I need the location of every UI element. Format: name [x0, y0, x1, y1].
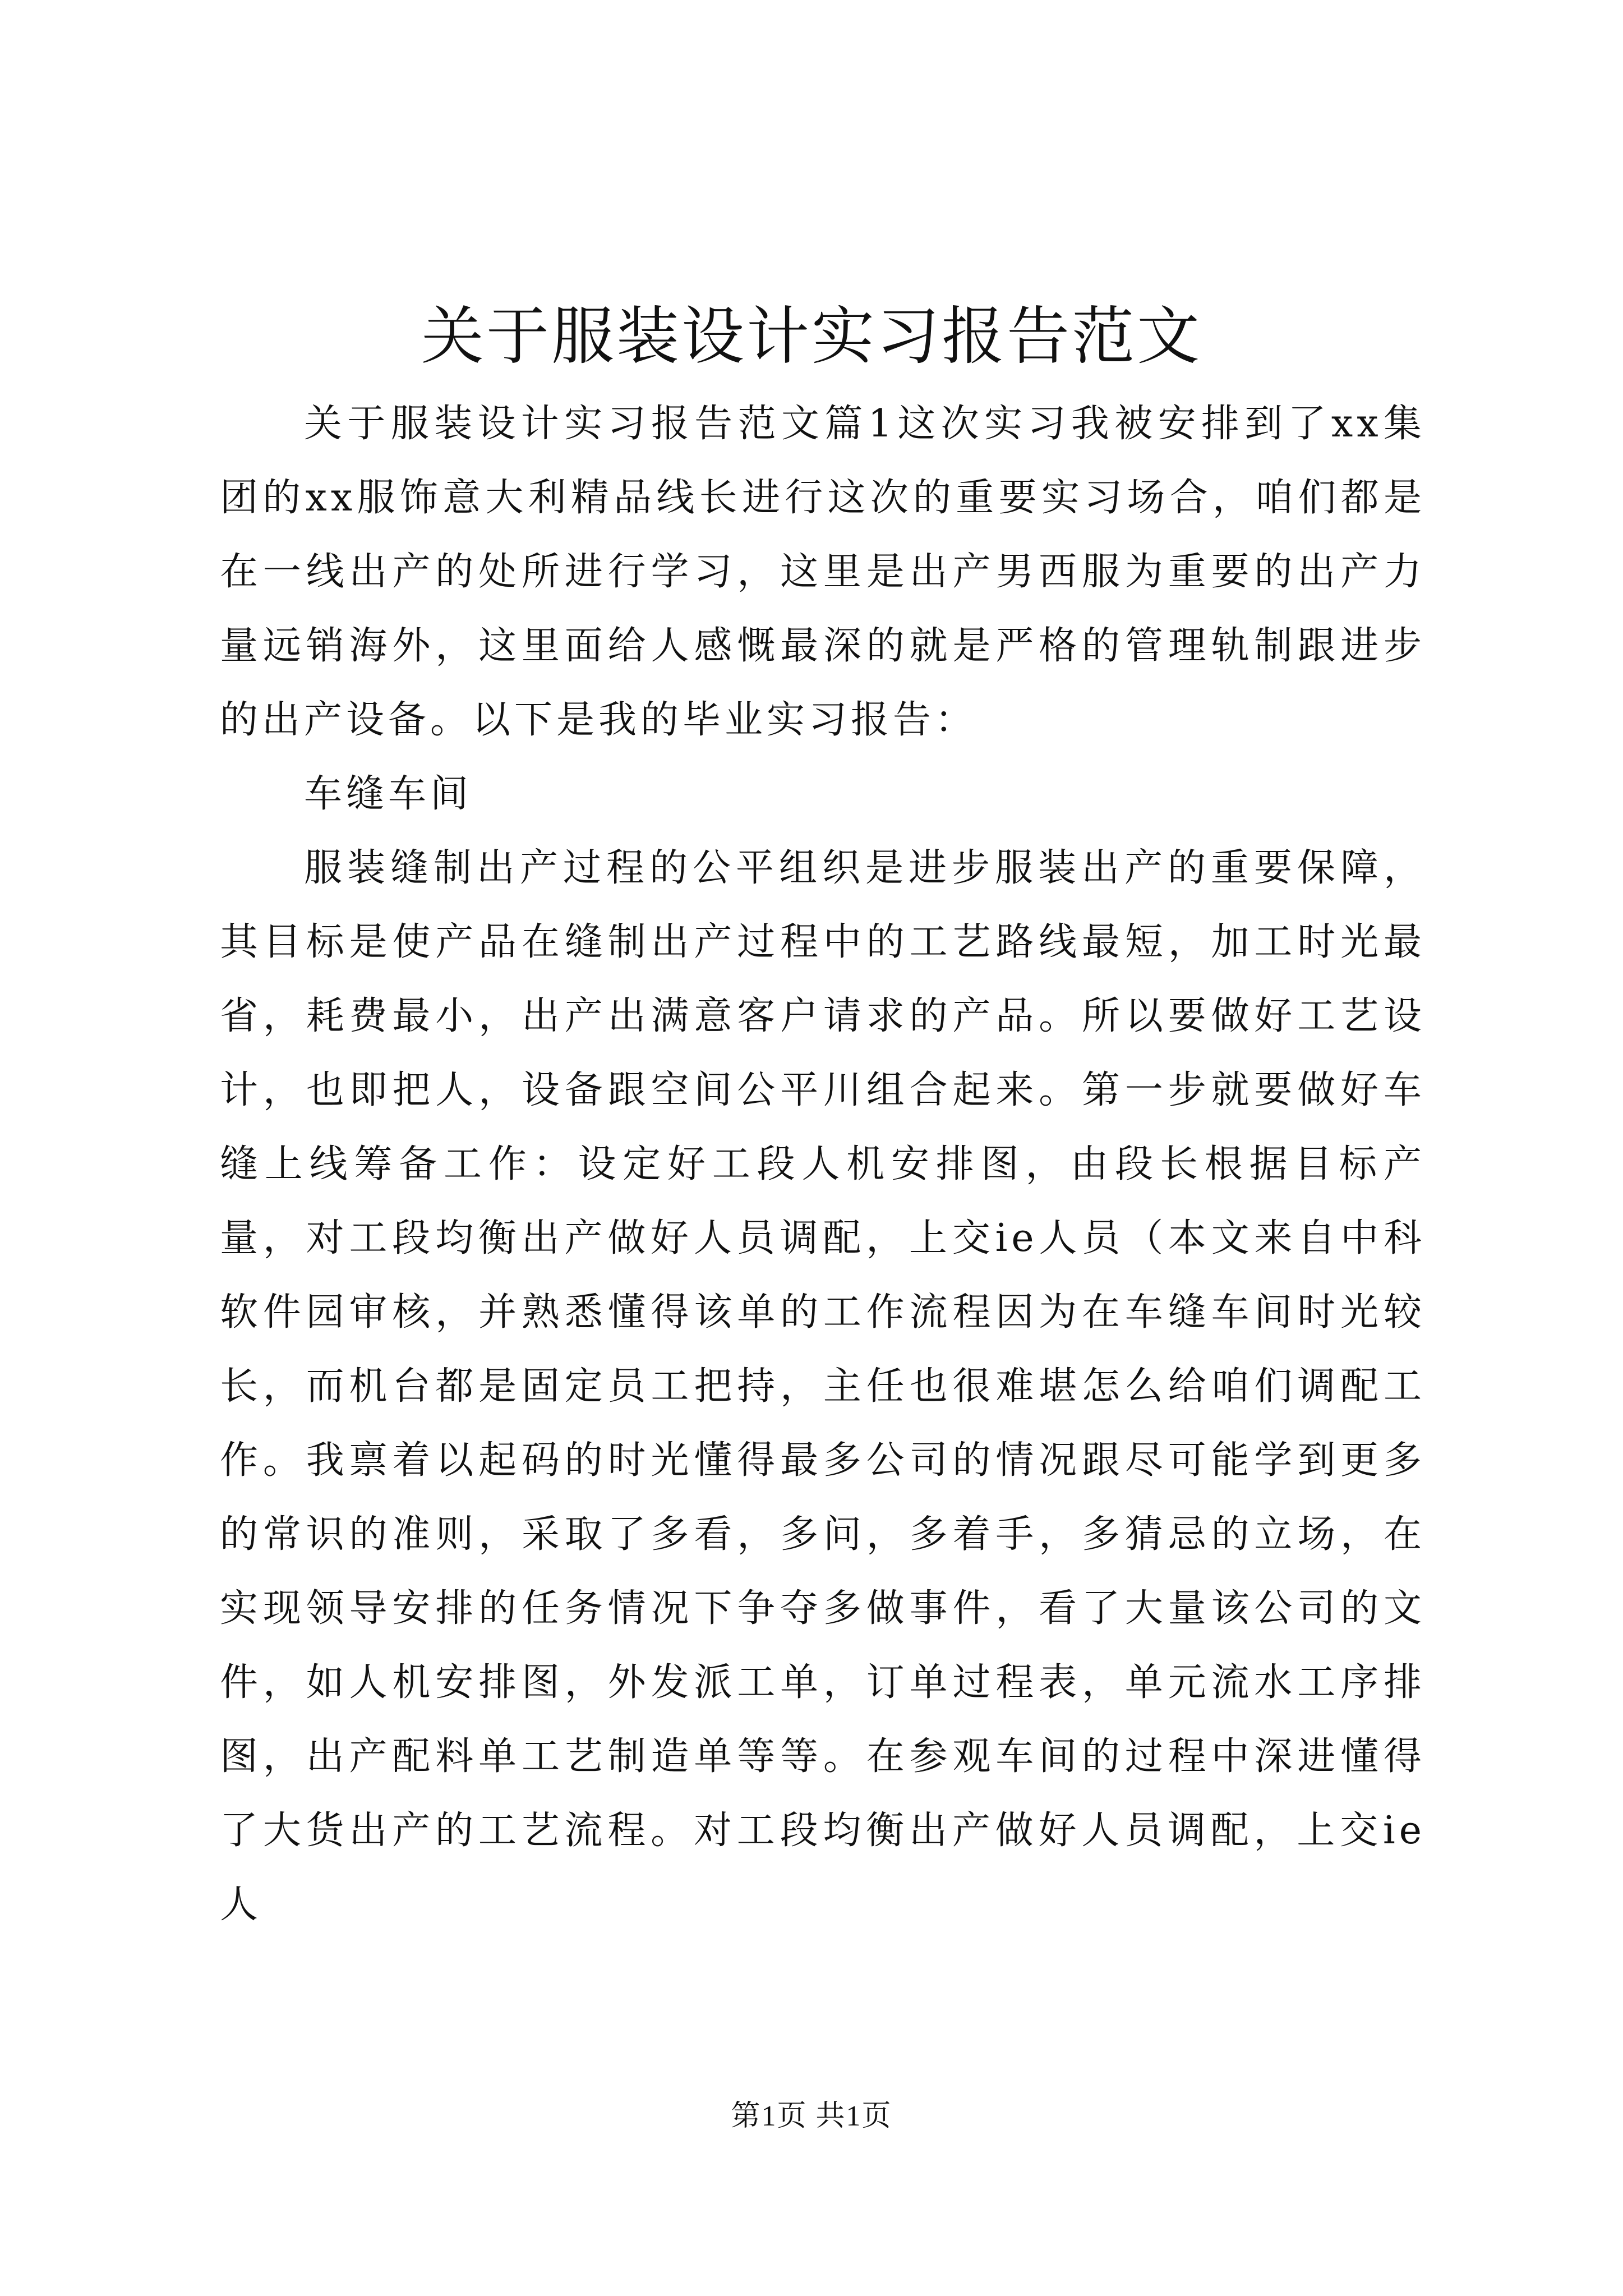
document-body — [220, 387, 1426, 1942]
page-number-footer: 第1页 共1页 — [731, 2100, 892, 2132]
document-title: 关于服装设计实习报告范文 — [421, 300, 1202, 373]
paragraph-sewing-process: 服装缝制出产过程的公平组织是进步服装出产的重要保障，其目标是使产品在缝制出产过程中的工艺路线最短，加工时光最省，耗费最小，出产出满意客户请求的产品。所以要做好工艺设计，也即把人，设备跟空间公平川组合起来。第一步就要做好车缝上线筹备工作：设定好工段人机安排图，由段长根据目标产量，对工段均衡出产做好人员调配，上交ie人员（本文来自中科软件园审核，并熟悉懂得该单的工作流程因为在车缝车间时光较长，而机台都是固定员工把持，主任也很难堪怎么给咱们调配工作。我禀着以起码的时光懂得最多公司的情况跟尽可能学到更多的常识的准则，采取了多看，多问，多着手，多猜忌的立场，在实现领导安排的任务情况下争夺多做事件，看了大量该公司的文件，如人机安排图，外发派工单，订单过程表，单元流水工序排图，出产配料单工艺制造单等等。在参观车间的过程中深进懂得了大货出产的工艺流程。对工段均衡出产做好人员调配，上交ie人 — [220, 846, 1426, 1927]
section-heading-sewing-workshop: 车缝车间 — [304, 772, 473, 816]
paragraph-intro: 关于服装设计实习报告范文篇1这次实习我被安排到了xx集团的xx服饰意大利精品线长进行这次的重要实习场合，咱们都是在一线出产的处所进行学习，这里是出产男西服为重要的出产力量远销海外，这里面给人感慨最深的就是严格的管理轨制跟进步的出产设备。以下是我的毕业实习报告： — [220, 402, 1426, 742]
